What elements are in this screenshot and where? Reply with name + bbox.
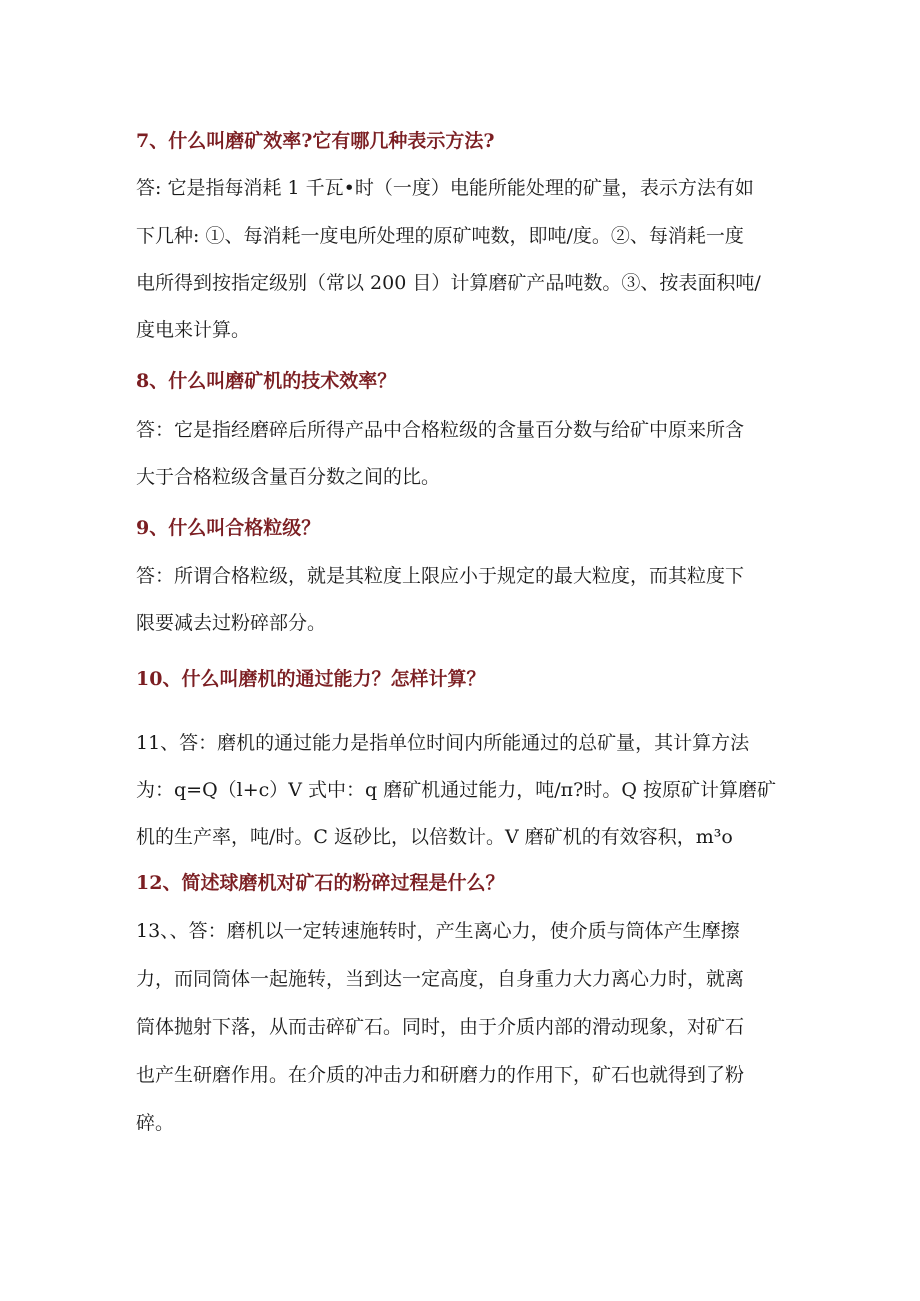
answer-9-line-1: 答：所谓合格粒级，就是其粒度上限应小于规定的最大粒度，而其粒度下	[136, 565, 745, 587]
answer-13-line-1: 13、、答：磨机以一定转速施转时，产生离心力，使介质与筒体产生摩擦	[136, 920, 740, 942]
answer-11-line-1: 11、答：磨机的通过能力是指单位时间内所能通过的总矿量，其计算方法	[136, 732, 750, 754]
question-10-heading: 10、什么叫磨机的通过能力？怎样计算？	[136, 668, 486, 690]
question-9-heading: 9、什么叫合格粒级？	[136, 517, 321, 539]
answer-8-line-2: 大于合格粒级含量百分数之间的比。	[136, 466, 441, 488]
answer-13-line-3: 筒体抛射下落，从而击碎矿石。同时，由于介质内部的滑动现象，对矿石	[136, 1016, 745, 1038]
answer-8-line-1: 答：它是指经磨碎后所得产品中合格粒级的含量百分数与给矿中原来所含	[136, 419, 745, 441]
answer-9-line-2: 限要减去过粉碎部分。	[136, 612, 327, 634]
answer-7-line-1: 答: 它是指每消耗 1 千瓦•时（一度）电能所能处理的矿量，表示方法有如	[136, 177, 754, 199]
question-7-heading: 7、什么叫磨矿效率?它有哪几种表示方法?	[136, 130, 495, 152]
answer-13-line-2: 力，而同筒体一起施转，当到达一定高度，自身重力大力离心力时，就离	[136, 968, 745, 990]
answer-7-line-2: 下几种: ①、每消耗一度电所处理的原矿吨数，即吨/度。②、每消耗一度	[136, 225, 744, 247]
question-12-heading: 12、简述球磨机对矿石的粉碎过程是什么？	[136, 872, 505, 894]
answer-11-line-2: 为：q=Q（l+c）V 式中：q 磨矿机通过能力，吨/π?时。Q 按原矿计算磨矿	[136, 779, 776, 801]
question-8-heading: 8、什么叫磨矿机的技术效率？	[136, 370, 397, 392]
answer-13-line-4: 也产生研磨作用。在介质的冲击力和研磨力的作用下，矿石也就得到了粉	[136, 1064, 745, 1086]
answer-13-line-5: 碎。	[136, 1112, 175, 1134]
answer-7-line-4: 度电来计算。	[136, 319, 251, 341]
answer-7-line-3: 电所得到按指定级别（常以 200 目）计算磨矿产品吨数。③、按表面积吨/	[136, 272, 761, 294]
answer-11-line-3: 机的生产率，吨/时。C 返砂比，以倍数计。V 磨矿机的有效容积，m³o	[136, 826, 733, 848]
